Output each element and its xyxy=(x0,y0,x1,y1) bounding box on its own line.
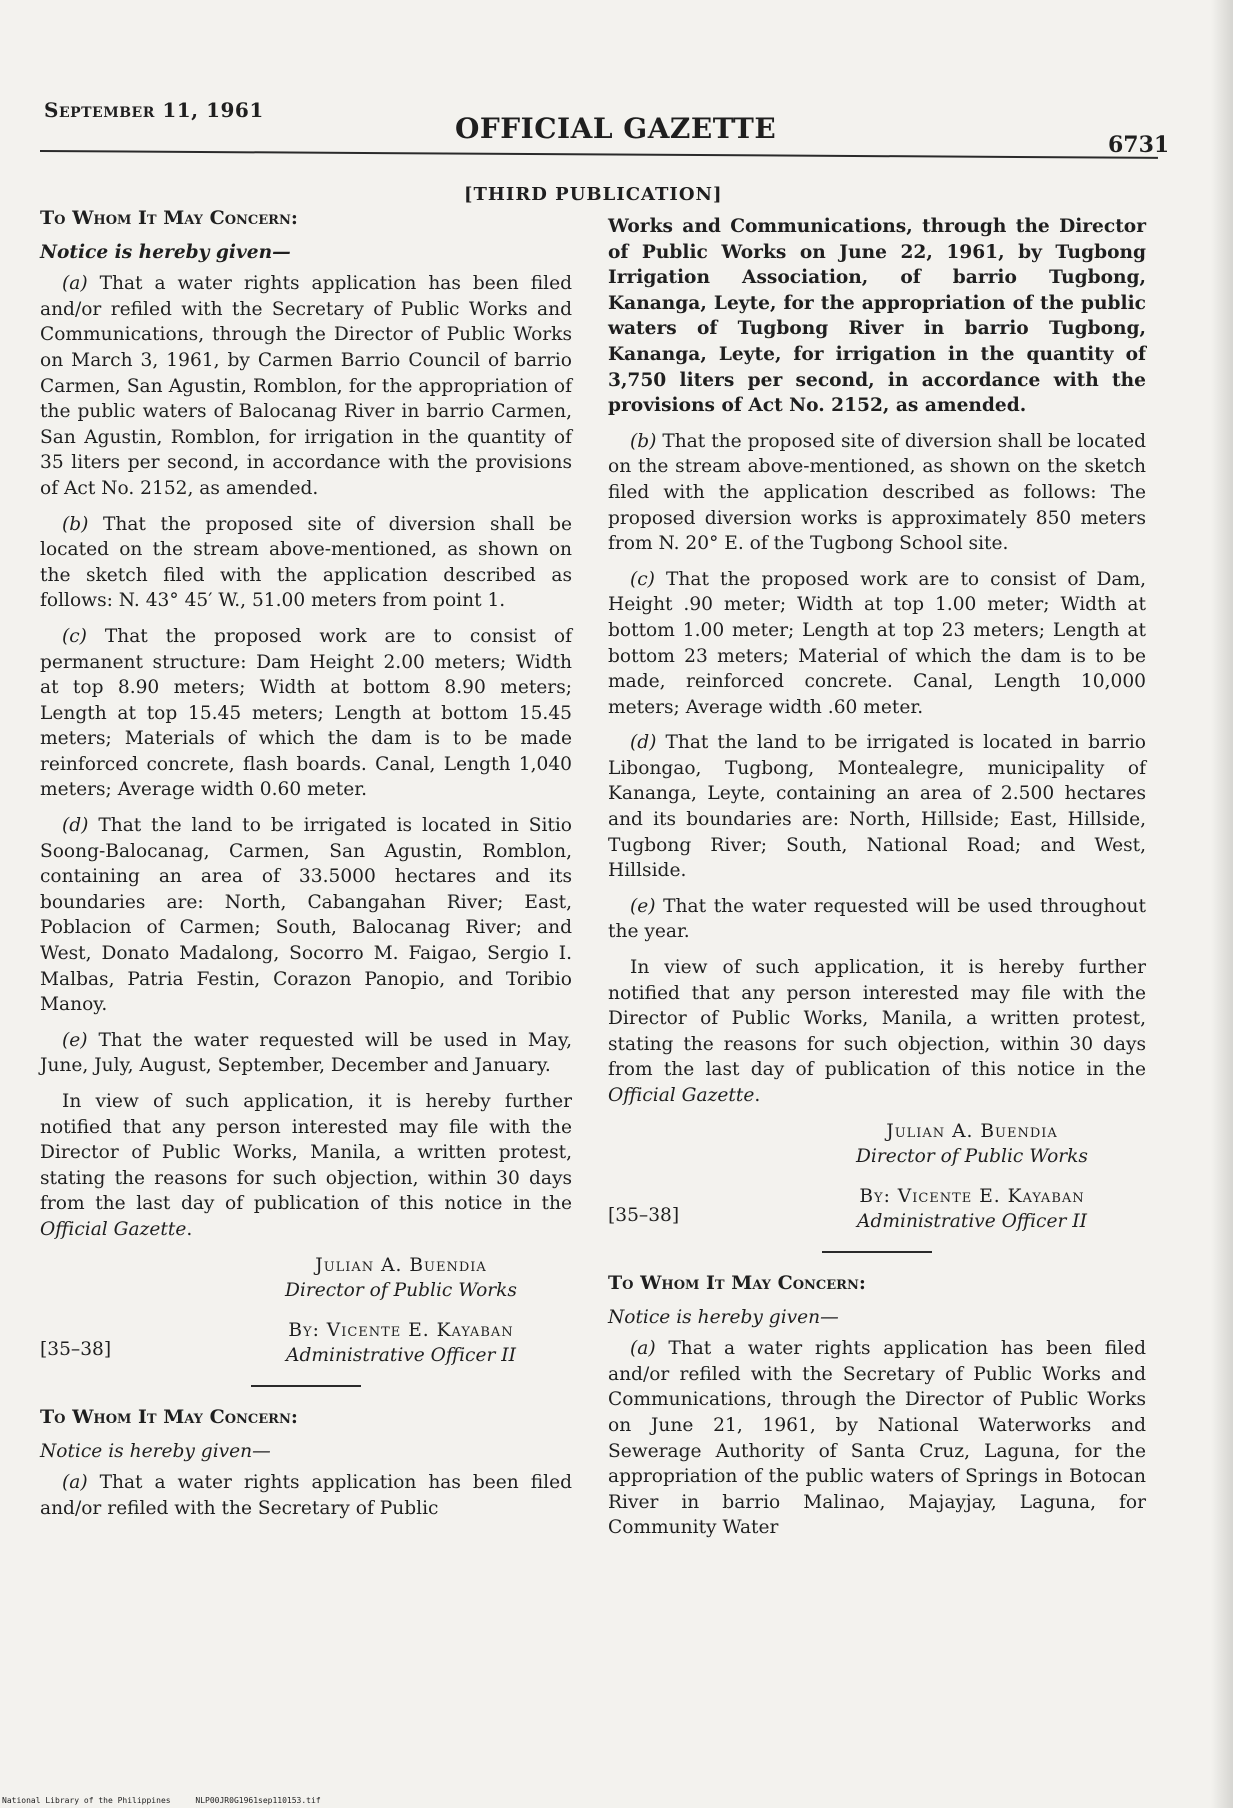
by-signer: By: Vicente E. Kayaban xyxy=(859,1185,1085,1207)
notice-given: Notice is hereby given— xyxy=(40,241,291,263)
publication-label: [THIRD PUBLICATION] xyxy=(464,184,723,205)
left-column xyxy=(40,206,572,1531)
page-edge-shadow xyxy=(1211,0,1233,1808)
clause-b xyxy=(40,512,572,614)
clause-mark: (a) xyxy=(62,273,88,295)
notice-heading: To Whom It May Concern: xyxy=(40,1405,298,1428)
clause-text: That a water rights application has been filed and/or refiled with the Secretary of Public Works and Communications, through the Director of Public Works on June 21, 1961, by National Waterworks and Sewerage Authority of Santa Cruz, Laguna, for the appropriation of the public waters of Springs in Botocan River in barrio Malinao, Majayjay, Laguna, for Community Water xyxy=(608,1338,1146,1539)
clause-text: That a water rights application has been filed and/or refiled with the Secretary of Public xyxy=(40,1472,572,1519)
signature-block xyxy=(40,1253,572,1369)
header-title: OFFICIAL GAZETTE xyxy=(455,112,777,145)
page-number: 6731 xyxy=(1108,132,1170,158)
by-signer-title: Administrative Officer II xyxy=(857,1211,1087,1233)
notice-divider xyxy=(822,1251,932,1253)
clause-text: That the proposed work are to consist of Dam, Height .90 meter; Width at top 1.00 meter; Width at bottom 1.00 meter; Length at top 23 meters; Length at bottom 23 meters; Material of which the dam is to be made, reinforced concrete. Canal, Length 10,000 meters; Average width .60 meter. xyxy=(608,568,1146,718)
closing-paragraph xyxy=(40,1089,572,1243)
clause-d xyxy=(40,813,572,1018)
publication-ref: [35–38] xyxy=(608,1205,680,1227)
clause-mark: (d) xyxy=(630,732,657,754)
closing-paragraph xyxy=(608,955,1146,1109)
clause-e xyxy=(40,1028,572,1079)
clause-mark: (c) xyxy=(630,568,655,590)
clause-mark: (b) xyxy=(630,430,657,452)
clause-mark: (b) xyxy=(62,513,89,535)
scan-footer xyxy=(2,1796,341,1805)
clause-b xyxy=(608,429,1146,557)
clause-text: That the land to be irrigated is located in barrio Libongao, Tugbong, Montealegre, municipality of Kananga, Leyte, containing an area of 2.500 hectares and its boundaries are: North, Hillside; East, Hillside, Tugbong River; South, National Road; and West, Hillside. xyxy=(608,732,1146,882)
header-rule xyxy=(40,150,1158,159)
clause-a xyxy=(40,271,572,501)
clause-text: That the land to be irrigated is located in Sitio Soong-Balocanag, Carmen, San Agustin, Romblon, containing an area of 33.5000 hectares and its boundaries are: North, Cabangahan River; East, Poblacion of Carmen; South, Balocanag River; and West, Donato Madalong, Socorro M. Faigao, Sergio I. Malbas, Patria Festin, Corazon Panopio, and Toribio Manoy. xyxy=(40,815,572,1016)
publication-ref: [35–38] xyxy=(40,1339,112,1361)
clause-a xyxy=(608,1336,1146,1541)
notice-divider xyxy=(251,1385,361,1387)
closing-punct: . xyxy=(186,1218,193,1240)
notice-heading: To Whom It May Concern: xyxy=(40,207,298,229)
clause-mark: (e) xyxy=(62,1029,88,1051)
clause-text: That the proposed work are to consist of permanent structure: Dam Height 2.00 meters; Width at top 8.90 meters; Width at bottom 8.90 meters; Length at top 15.45 meters; Length at bottom 15.45 meters; Materials of which the dam is to be made reinforced concrete, flash boards. Canal, Length 1,040 meters; Average width 0.60 meter. xyxy=(40,625,572,801)
footer-source: National Library of the Philippines xyxy=(2,1796,171,1805)
clause-mark: (a) xyxy=(62,1472,88,1494)
gazette-name: Official Gazette xyxy=(40,1218,187,1240)
clause-mark: (c) xyxy=(62,625,87,647)
closing-text: In view of such application, it is hereby further notified that any person interested may file with the Director of Public Works, Manila, a written protest, stating the reasons for such objection, within 30 days from the last day of publication of this notice in the xyxy=(608,957,1146,1081)
footer-file: NLP00JR0G1961sep110153.tif xyxy=(195,1796,321,1805)
header-date: September 11, 1961 xyxy=(44,98,264,122)
closing-text: In view of such application, it is hereby further notified that any person interested may file with the Director of Public Works, Manila, a written protest, stating the reasons for such objection, within 30 days from the last day of publication of this notice in the xyxy=(40,1091,572,1215)
signature-block xyxy=(608,1119,1146,1235)
signer-title: Director of Public Works xyxy=(285,1280,517,1302)
notice-given: Notice is hereby given— xyxy=(608,1306,839,1328)
clause-text: That the water requested will be used in May, June, July, August, September, December and January. xyxy=(40,1029,572,1077)
clause-text: That the water requested will be used throughout the year. xyxy=(608,895,1146,943)
signer-title: Director of Public Works xyxy=(856,1146,1088,1168)
clause-d xyxy=(608,730,1146,884)
by-signer-title: Administrative Officer II xyxy=(286,1345,516,1367)
gazette-name: Official Gazette xyxy=(608,1085,755,1106)
signer-name: Julian A. Buendia xyxy=(315,1254,487,1276)
notice-given: Notice is hereby given— xyxy=(40,1440,271,1462)
notice-heading: To Whom It May Concern: xyxy=(608,1271,866,1294)
clause-mark: (a) xyxy=(630,1338,656,1360)
clause-text: That the proposed site of diversion shall be located on the stream above-mentioned, as shown on the sketch filed with the application described as follows: The proposed diversion works is approximately 850 meters from N. 20° E. of the Tugbong School site. xyxy=(608,430,1146,555)
clause-c xyxy=(608,567,1146,721)
clause-text: That the proposed site of diversion shall be located on the stream above-mentioned, as shown on the sketch filed with the application described as follows: N. 43° 45′ W., 51.00 meters from point 1. xyxy=(40,513,572,612)
clause-text: That a water rights application has been filed and/or refiled with the Secretary of Public Works and Communications, through the Director of Public Works on March 3, 1961, by Carmen Barrio Council of barrio Carmen, San Agustin, Romblon, for the appropriation of the public waters of Balocanag River in barrio Carmen, San Agustin, Romblon, for irrigation in the quantity of 35 liters per second, in accordance with the provisions of Act No. 2152, as amended. xyxy=(40,273,572,499)
clause-e xyxy=(608,894,1146,945)
signer-name: Julian A. Buendia xyxy=(886,1120,1058,1142)
clause-a xyxy=(40,1470,572,1521)
closing-punct: . xyxy=(754,1085,761,1106)
by-signer: By: Vicente E. Kayaban xyxy=(288,1319,514,1341)
clause-mark: (d) xyxy=(62,815,89,837)
right-column xyxy=(608,214,1146,1551)
clause-mark: (e) xyxy=(630,895,656,917)
clause-a-continued: Works and Communications, through the Director of Public Works on June 22, 1961, by Tugbong Irrigation Association, of barrio Tugbong, Kananga, Leyte, for the appropriation of the public waters of Tugbong River in barrio Tugbong, Kananga, Leyte, for irrigation in the quantity of 3,750 liters per second, in accordance with the provisions of Act No. 2152, as amended. xyxy=(608,216,1146,417)
clause-c xyxy=(40,624,572,803)
